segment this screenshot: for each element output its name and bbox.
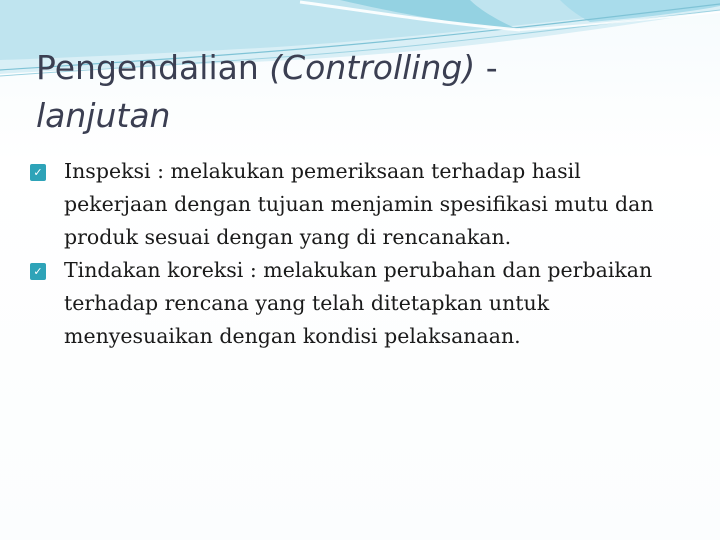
bullet-glyph-icon: ✓ bbox=[30, 164, 46, 181]
title-main: Pengendalian bbox=[36, 48, 270, 87]
title-controlling: (Controlling) bbox=[269, 48, 476, 87]
page-title bbox=[36, 44, 686, 140]
bullet-text-inspeksi: Inspeksi : melakukan pemeriksaan terhadap hasil pekerjaan dengan tujuan menjamin spesifikasi mutu dan produk sesuai dengan yang di rencanakan. bbox=[64, 159, 654, 249]
bullet-glyph-icon: ✓ bbox=[30, 263, 46, 280]
bullet-text-tindakan-koreksi: Tindakan koreksi : melakukan perubahan dan perbaikan terhadap rencana yang telah ditetapkan untuk menyesuaikan dengan kondisi pelaksanaan. bbox=[64, 258, 653, 348]
title-dash: - bbox=[475, 48, 498, 87]
bullet-item-tindakan-koreksi bbox=[30, 254, 680, 353]
bullet-item-inspeksi bbox=[30, 155, 680, 254]
title-lanjutan: lanjutan bbox=[36, 96, 171, 135]
bullet-list bbox=[30, 155, 680, 353]
